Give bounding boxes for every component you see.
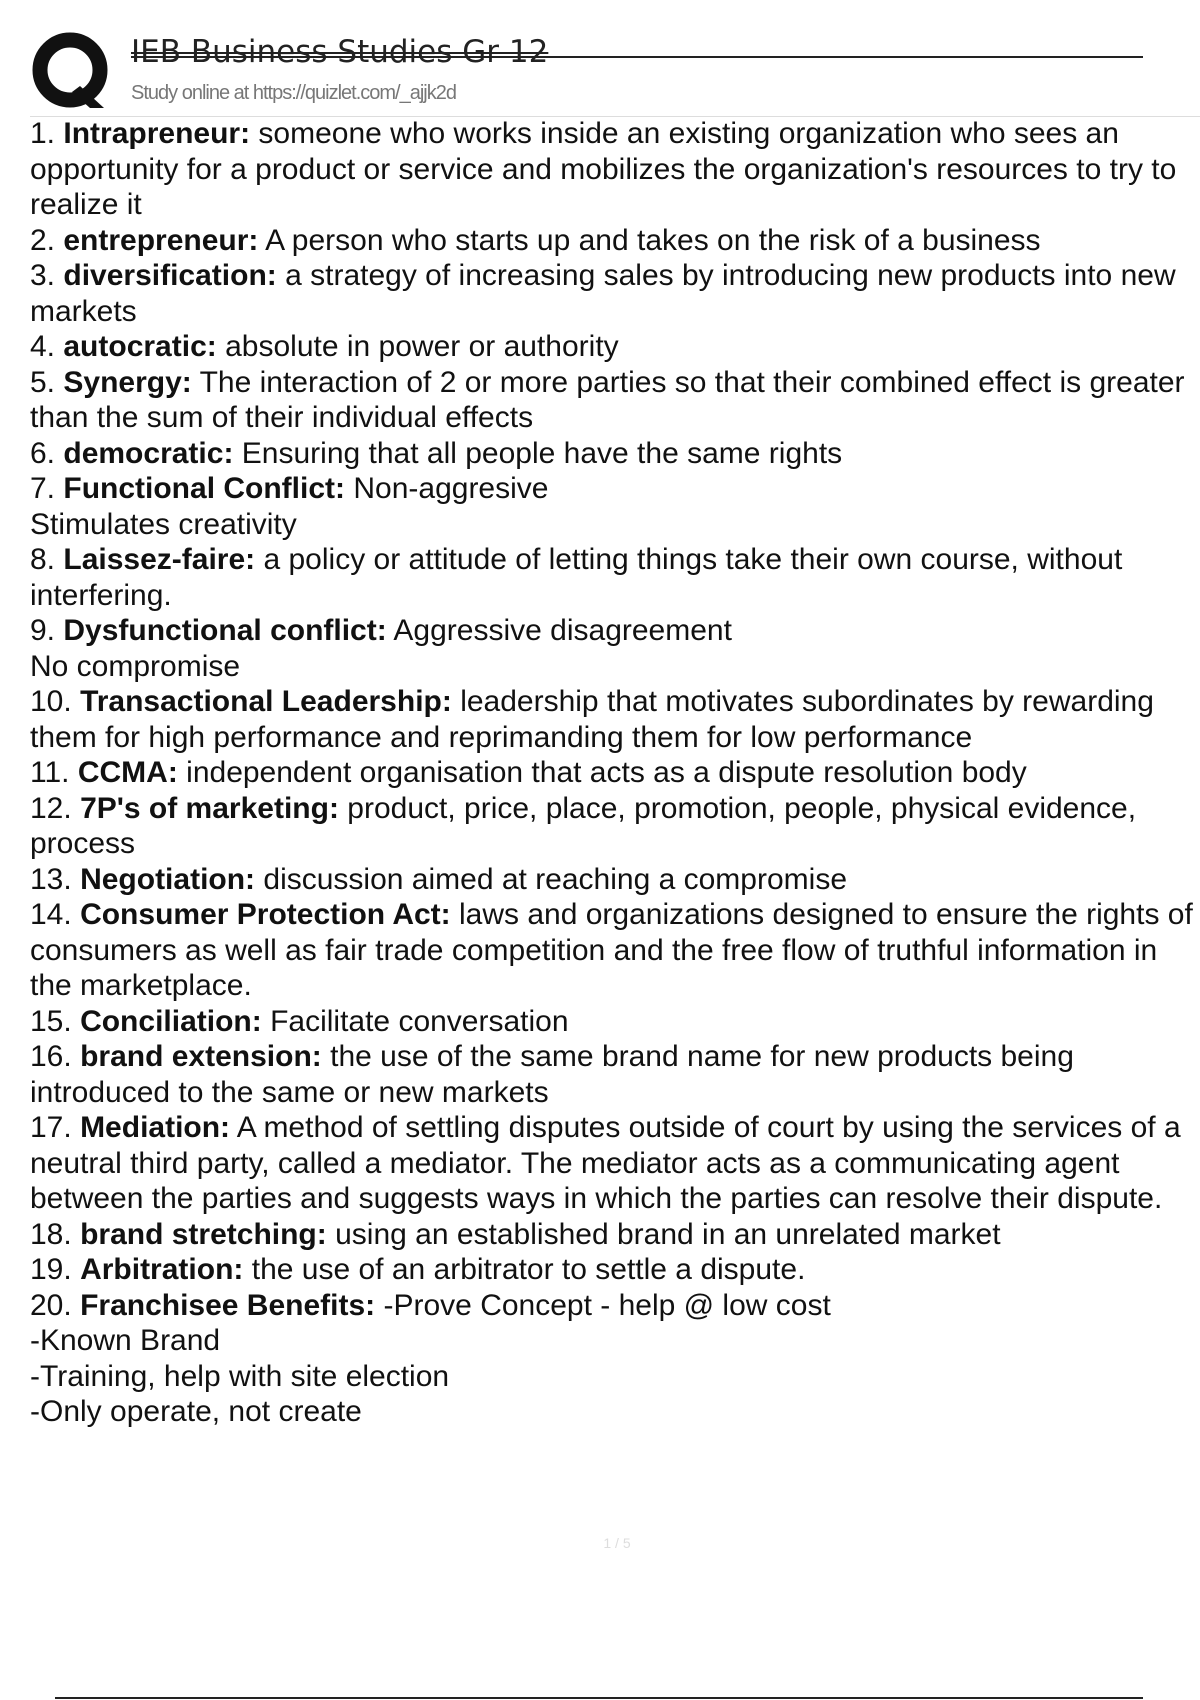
term-list [30,116,1200,1430]
study-online-link[interactable]: Study online at https://quizlet.com/_ajjk2d [131,82,456,104]
term-definition: discussion aimed at reaching a compromise [263,862,847,896]
term-item [30,613,1200,684]
term-item [30,436,1200,472]
term-item [30,1004,1200,1040]
term-word: Franchisee Benefits: [80,1288,376,1322]
term-item [30,116,1200,223]
term-word: Intrapreneur: [63,117,251,150]
document-title: IEB Business Studies Gr 12 [131,34,549,70]
term-item [30,684,1200,755]
term-definition: product, price, place, promotion, people, physical evidence, process [30,791,1137,860]
term-definition: laws and organizations designed to ensure the rights of consumers as well as fair trade competition and the free flow of truthful information in the marketplace. [30,898,1193,1002]
quizlet-q-logo-icon [30,30,116,116]
term-number: 14. [30,898,72,931]
term-item [30,1110,1200,1217]
term-word: Transactional Leadership: [80,685,452,718]
term-number: 15. [30,1004,72,1038]
term-definition: Ensuring that all people have the same rights [241,436,843,470]
term-item [30,897,1200,1004]
term-definition: Non-aggresive Stimulates creativity [30,472,549,541]
term-number: 20. [30,1288,72,1322]
term-number: 5. [30,365,56,399]
term-item [30,542,1200,613]
term-definition: leadership that motivates subordinates by rewarding them for high performance and reprimanding them for low performance [30,685,1154,754]
term-word: Synergy: [63,365,192,399]
term-word: democratic: [63,436,234,470]
term-definition: absolute in power or authority [225,330,619,363]
term-number: 10. [30,685,72,718]
term-number: 9. [30,614,56,647]
term-item [30,1039,1200,1110]
term-number: 18. [30,1217,72,1251]
term-definition: the use of the same brand name for new products being introduced to the same or new markets [30,1040,1074,1109]
term-definition: someone who works inside an existing organization who sees an opportunity for a product or service and mobilizes the organization's resources to try to realize it [30,117,1177,221]
term-definition: independent organisation that acts as a dispute resolution body [186,756,1027,789]
term-word: autocratic: [63,330,217,363]
term-word: 7P's of marketing: [80,791,339,825]
term-item [30,1217,1200,1253]
term-item [30,365,1200,436]
term-definition: The interaction of 2 or more parties so that their combined effect is greater than the sum of their individual effects [30,365,1185,434]
term-definition: a strategy of increasing sales by introducing new products into new markets [30,259,1176,328]
term-number: 19. [30,1253,72,1286]
term-word: Negotiation: [80,862,256,896]
term-item [30,223,1200,259]
term-word: Laissez-faire: [63,543,256,576]
term-item [30,329,1200,365]
term-item [30,1252,1200,1288]
term-definition: Facilitate conversation [270,1004,569,1038]
term-definition: A person who starts up and takes on the risk of a business [265,223,1041,257]
footer-rule [55,1697,1143,1699]
term-number: 4. [30,330,56,363]
term-word: brand extension: [80,1040,322,1073]
term-word: diversification: [63,259,277,292]
term-item [30,471,1200,542]
term-item [30,755,1200,791]
term-number: 1. [30,117,56,150]
term-word: Mediation: [80,1111,231,1144]
term-definition: -Prove Concept - help @ low cost -Known Brand -Training, help with site election -Only operate, not create [30,1288,831,1428]
term-word: Arbitration: [80,1253,244,1286]
term-number: 7. [30,472,56,505]
title-rule [131,56,1143,58]
term-definition: a policy or attitude of letting things take their own course, without interfering. [30,543,1123,612]
term-item [30,1288,1200,1430]
term-word: Conciliation: [80,1004,262,1038]
term-definition: A method of settling disputes outside of court by using the services of a neutral third party, called a mediator. The mediator acts as a communicating agent between the parties and suggests ways in which the parties can resolve their dispute. [30,1111,1181,1215]
term-definition: using an established brand in an unrelated market [335,1217,1001,1251]
term-word: Dysfunctional conflict: [63,614,387,647]
term-number: 13. [30,862,72,896]
term-definition: the use of an arbitrator to settle a dispute. [251,1253,806,1286]
term-word: Functional Conflict: [63,472,346,505]
term-number: 6. [30,436,56,470]
term-word: brand stretching: [80,1217,327,1251]
term-number: 3. [30,259,56,292]
term-number: 17. [30,1111,72,1144]
term-item [30,258,1200,329]
term-number: 2. [30,223,56,257]
term-word: Consumer Protection Act: [80,898,451,931]
term-number: 16. [30,1040,72,1073]
term-definition: Aggressive disagreement No compromise [30,614,732,683]
term-word: CCMA: [77,756,178,789]
term-number: 12. [30,791,72,825]
page-number: 1 / 5 [603,1535,631,1551]
term-word: entrepreneur: [63,223,259,257]
term-item [30,862,1200,898]
term-number: 11. [30,756,70,789]
term-item [30,791,1200,862]
term-number: 8. [30,543,56,576]
